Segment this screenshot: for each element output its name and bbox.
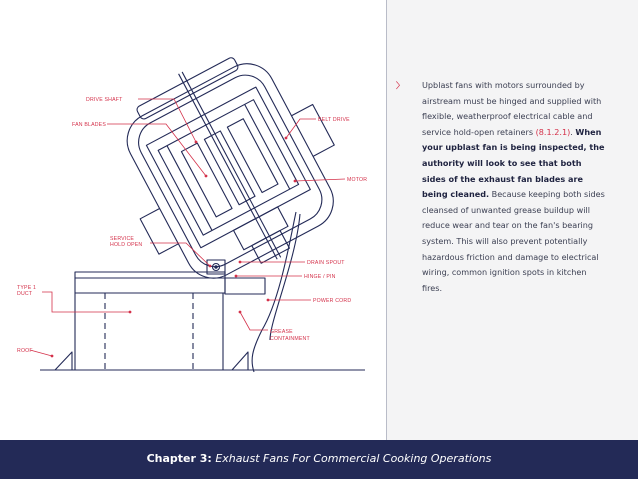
label-duct: DUCT [17, 291, 33, 297]
footer-subtitle: Exhaust Fans For Commercial Cooking Operations [215, 452, 492, 465]
label-roof: ROOF [17, 348, 33, 354]
callout-part-2: . [570, 126, 576, 137]
label-grease: GREASE [270, 329, 293, 335]
callout-text [396, 78, 606, 296]
label-service: SERVICE [110, 236, 135, 242]
chevron-right-icon: 〉 [396, 80, 405, 90]
footer-bar [0, 440, 638, 479]
code-reference: (8.1.2.1) [535, 126, 571, 137]
label-hinge-pin: HINGE / PIN [304, 274, 336, 280]
label-fan-blades: FAN BLADES [72, 122, 107, 128]
label-belt-drive: BELT DRIVE [318, 117, 350, 123]
label-hold-open: HOLD OPEN [110, 242, 143, 248]
label-type-1: TYPE 1 [17, 285, 37, 291]
label-power-cord: POWER CORD [313, 298, 352, 304]
label-drive-shaft: DRIVE SHAFT [86, 97, 123, 103]
label-motor: MOTOR [347, 177, 368, 183]
label-containment: CONTAINMENT [270, 336, 310, 342]
label-drain-spout: DRAIN SPOUT [307, 260, 345, 266]
footer-title [0, 452, 638, 465]
callout-emphasis: When your upblast fan is being inspected, the authority will look to see that both sides of the exhaust fan blades are being cleaned. [422, 126, 605, 200]
callout-part-1: Upblast fans with motors surrounded by airstream must be hinged and supplied with flexible, weatherproof electrical cable and service hold-open retainers [422, 80, 602, 137]
callout-part-3: Because keeping both sides cleansed of unwanted grease buildup will reduce wear and tear on the fan's bearing system. This will also prevent potentially hazardous friction and damage to electrical wiring, common ignition spots in kitchen fires. [422, 189, 605, 293]
footer-chapter: Chapter 3: [146, 452, 212, 465]
